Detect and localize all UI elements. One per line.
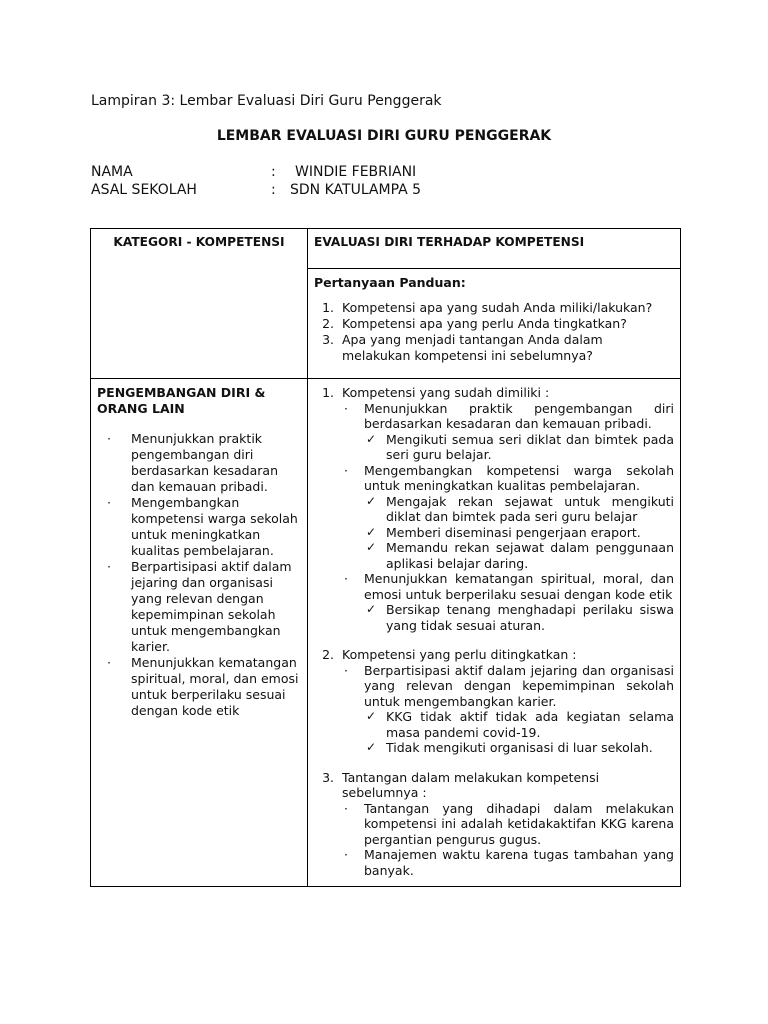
school-colon: : (271, 182, 276, 198)
school-value: SDN KATULAMPA 5 (290, 182, 422, 198)
category-cell (91, 379, 308, 887)
evidence-item: ✓ KKG tidak aktif tidak ada kegiatan selama masa pandemi covid-19. (386, 709, 674, 740)
evaluation-section-list (314, 385, 674, 878)
school-label: ASAL SEKOLAH (91, 182, 197, 198)
section-heading: Tantangan dalam melakukan kompetensi sebelumnya : (342, 769, 600, 800)
header-category (91, 229, 308, 379)
evidence-item: ✓ Mengajak rekan sejawat untuk mengikuti diklat dan bimtek pada seri guru belajar (386, 494, 674, 525)
section-heading: Kompetensi yang sudah dimiliki : (342, 385, 550, 400)
competency-text: Menunjukkan kematangan spiritual, moral, dan emosi untuk berperilaku sesuai dengan kode etik (364, 571, 674, 602)
evaluation-section-improve (338, 647, 674, 756)
evaluation-section-challenges (338, 770, 674, 879)
section-heading: Kompetensi yang perlu ditingkatkan : (342, 647, 577, 662)
competency-text: Menunjukkan praktik pengembangan diri berdasarkan kesadaran dan kemauan pribadi. (364, 400, 674, 431)
owned-competency-list (342, 401, 674, 634)
owned-competency (364, 571, 674, 633)
challenge-item: · Tantangan yang dihadapi dalam melakukan kompetensi ini adalah ketidakaktifan KKG karena pergantian pengurus gugus. (364, 801, 674, 848)
header-evaluation (308, 229, 681, 269)
header-category-label: KATEGORI - KOMPETENSI (113, 235, 285, 249)
evidence-item: ✓ Mengikuti semua seri diklat dan bimtek pada seri guru belajar. (386, 432, 674, 463)
guide-question: 1. Kompetensi apa yang sudah Anda miliki/lakukan? (338, 300, 674, 316)
improve-competency-list (342, 663, 674, 756)
evidence-list (364, 709, 674, 756)
owned-competency (364, 401, 674, 463)
guide-question-list (314, 300, 674, 364)
guide-cell (308, 269, 681, 379)
table-header-row (91, 229, 681, 269)
category-title: PENGEMBANGAN DIRI & ORANG LAIN (97, 385, 266, 416)
name-label: NAMA (91, 164, 133, 180)
guide-title: Pertanyaan Panduan: (314, 275, 466, 290)
name-colon: : (271, 164, 276, 180)
document-title: LEMBAR EVALUASI DIRI GURU PENGGERAK (216, 128, 552, 144)
evidence-list (364, 602, 674, 633)
name-value: WINDIE FEBRIANI (295, 164, 417, 180)
category-item-list (97, 431, 301, 719)
evidence-item: ✓ Bersikap tenang menghadapi perilaku siswa yang tidak sesuai aturan. (386, 602, 674, 633)
competency-text: Berpartisipasi aktif dalam jejaring dan organisasi yang relevan dengan kepemimpinan sekolah untuk mengembangkan karier. (364, 662, 674, 709)
owned-competency (364, 463, 674, 572)
appendix-label: Lampiran 3: Lembar Evaluasi Diri Guru Penggerak (91, 93, 442, 109)
evidence-item: ✓ Memberi diseminasi pengerjaan eraport. (386, 525, 674, 541)
competency-text: Mengembangkan kompetensi warga sekolah untuk meningkatkan kualitas pembelajaran. (364, 462, 674, 493)
evidence-list (364, 432, 674, 463)
category-item: · Mengembangkan kompetensi warga sekolah untuk meningkatkan kualitas pembelajaran. (131, 495, 301, 559)
guide-question: 2. Kompetensi apa yang perlu Anda tingkatkan? (338, 316, 674, 332)
challenge-list (342, 801, 674, 879)
evaluation-section-owned (338, 385, 674, 633)
category-item: · Menunjukkan kematangan spiritual, moral, dan emosi untuk berperilaku sesuai dengan kode etik (131, 655, 301, 719)
evidence-item: ✓ Memandu rekan sejawat dalam penggunaan aplikasi belajar daring. (386, 540, 674, 571)
header-evaluation-label: EVALUASI DIRI TERHADAP KOMPETENSI (314, 235, 585, 249)
evaluation-cell (308, 379, 681, 887)
content-row (91, 379, 681, 887)
evidence-list (364, 494, 674, 572)
category-item: · Menunjukkan praktik pengembangan diri berdasarkan kesadaran dan kemauan pribadi. (131, 431, 301, 495)
guide-question: 3. Apa yang menjadi tantangan Anda dalam melakukan kompetensi ini sebelumnya? (338, 332, 674, 364)
evaluation-table (90, 228, 681, 887)
evidence-item: ✓ Tidak mengikuti organisasi di luar sekolah. (386, 740, 674, 756)
challenge-item: · Manajemen waktu karena tugas tambahan yang banyak. (364, 847, 674, 878)
category-item: · Berpartisipasi aktif dalam jejaring dan organisasi yang relevan dengan kepemimpinan sekolah untuk mengembangkan karier. (131, 559, 301, 655)
improve-competency (364, 663, 674, 756)
